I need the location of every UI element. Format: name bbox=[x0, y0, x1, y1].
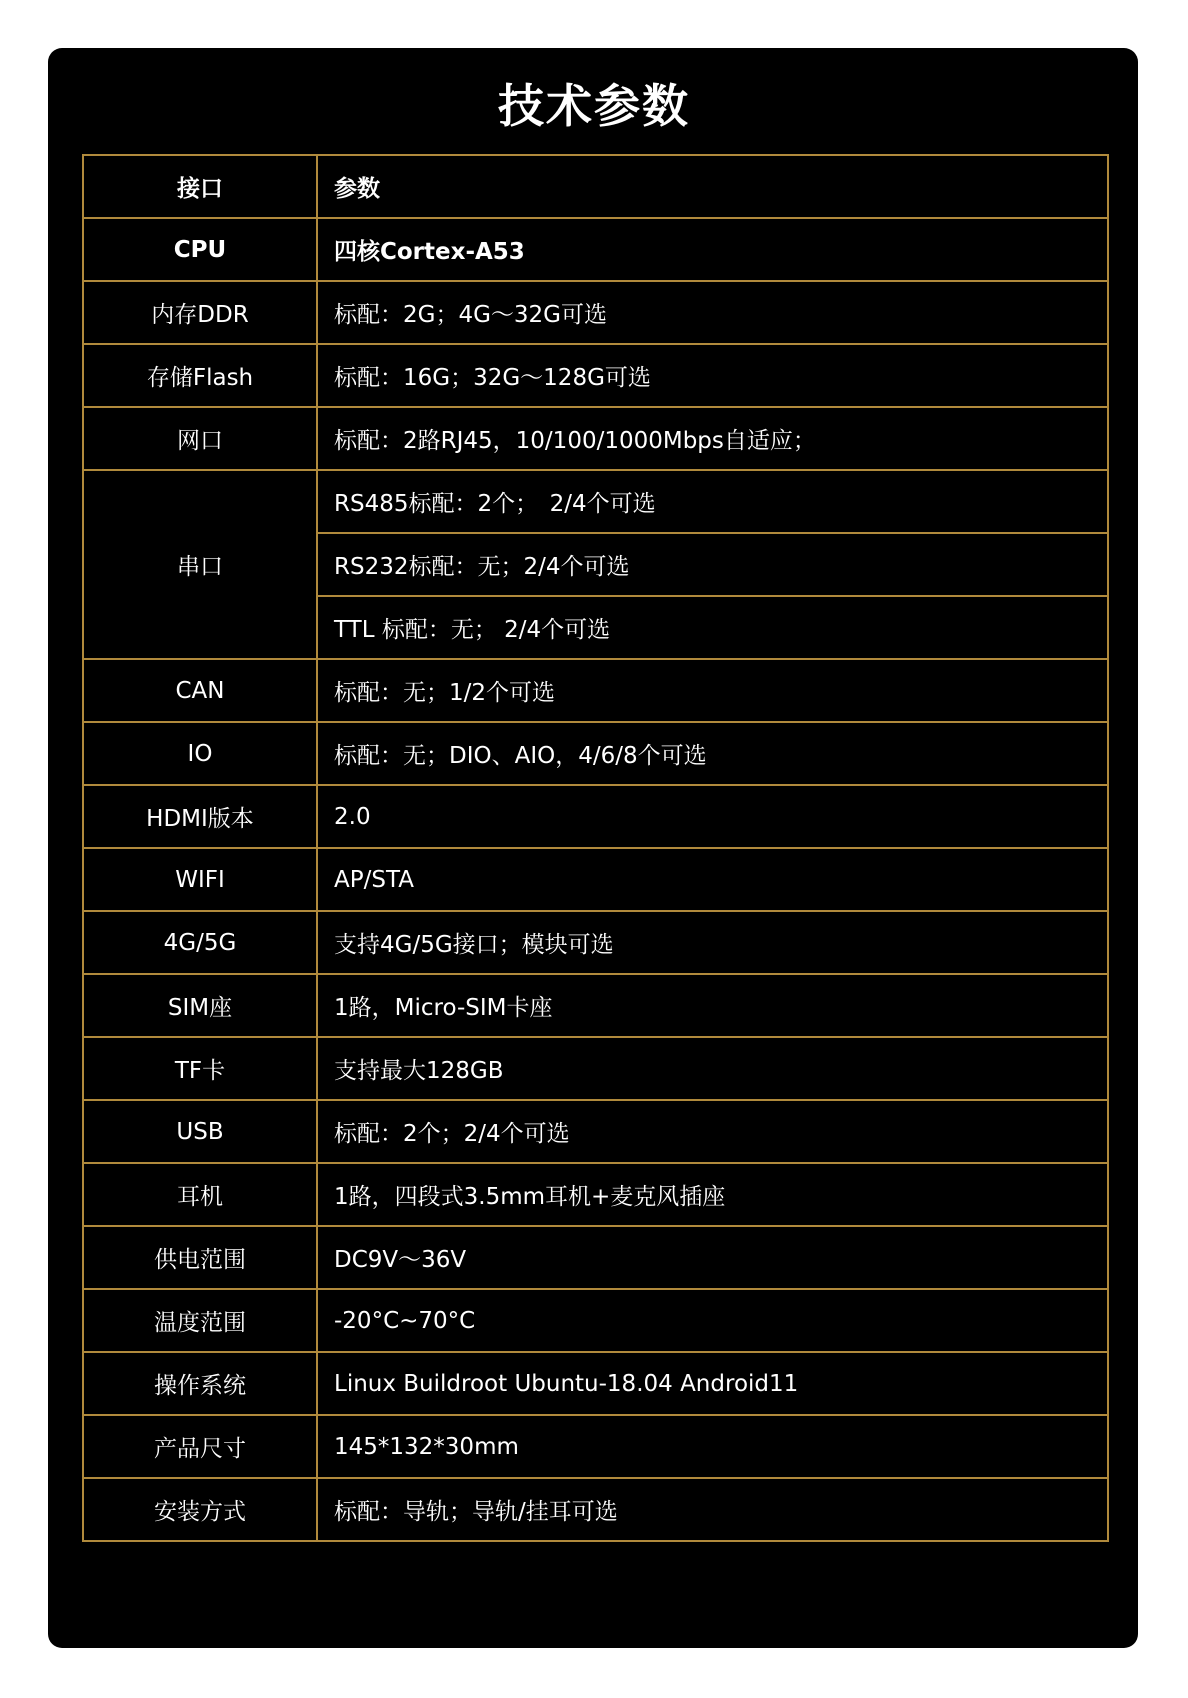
row-key: 供电范围 bbox=[83, 1226, 317, 1289]
row-key: 耳机 bbox=[83, 1163, 317, 1226]
row-key: 温度范围 bbox=[83, 1289, 317, 1352]
table-header-row bbox=[83, 155, 1108, 218]
table-row bbox=[83, 281, 1108, 344]
row-value: Linux Buildroot Ubuntu-18.04 Android11 bbox=[317, 1352, 1108, 1415]
table-row bbox=[83, 1163, 1108, 1226]
row-key: SIM座 bbox=[83, 974, 317, 1037]
row-value: -20°C~70°C bbox=[317, 1289, 1108, 1352]
table-row-serial bbox=[83, 470, 1108, 533]
table-row bbox=[83, 1226, 1108, 1289]
table-row bbox=[83, 407, 1108, 470]
row-value: 标配：2路RJ45，10/100/1000Mbps自适应； bbox=[317, 407, 1108, 470]
table-row bbox=[83, 1037, 1108, 1100]
row-value: RS232标配：无；2/4个可选 bbox=[317, 533, 1108, 596]
row-key: 内存DDR bbox=[83, 281, 317, 344]
spec-table bbox=[82, 154, 1109, 1542]
row-key: USB bbox=[83, 1100, 317, 1163]
row-value: 标配：16G；32G～128G可选 bbox=[317, 344, 1108, 407]
row-key: 网口 bbox=[83, 407, 317, 470]
table-row bbox=[83, 344, 1108, 407]
row-value: 2.0 bbox=[317, 785, 1108, 848]
row-value: 四核Cortex-A53 bbox=[317, 218, 1108, 281]
row-value: DC9V～36V bbox=[317, 1226, 1108, 1289]
table-row bbox=[83, 1478, 1108, 1541]
row-key: IO bbox=[83, 722, 317, 785]
row-key: 存储Flash bbox=[83, 344, 317, 407]
row-value: 标配：导轨；导轨/挂耳可选 bbox=[317, 1478, 1108, 1541]
row-key: 安装方式 bbox=[83, 1478, 317, 1541]
table-row bbox=[83, 1289, 1108, 1352]
row-key: WIFI bbox=[83, 848, 317, 911]
row-value: 标配：2G；4G～32G可选 bbox=[317, 281, 1108, 344]
header-key-cell: 接口 bbox=[83, 155, 317, 218]
table-row bbox=[83, 659, 1108, 722]
row-key: 产品尺寸 bbox=[83, 1415, 317, 1478]
row-value: 1路，四段式3.5mm耳机+麦克风插座 bbox=[317, 1163, 1108, 1226]
row-key: TF卡 bbox=[83, 1037, 317, 1100]
row-key: CAN bbox=[83, 659, 317, 722]
table-row bbox=[83, 785, 1108, 848]
row-key: 4G/5G bbox=[83, 911, 317, 974]
table-row bbox=[83, 722, 1108, 785]
table-row bbox=[83, 1100, 1108, 1163]
row-value: 标配：无；1/2个可选 bbox=[317, 659, 1108, 722]
row-value: 1路，Micro-SIM卡座 bbox=[317, 974, 1108, 1037]
row-value: RS485标配：2个； 2/4个可选 bbox=[317, 470, 1108, 533]
header-value-cell: 参数 bbox=[317, 155, 1108, 218]
row-value: 支持最大128GB bbox=[317, 1037, 1108, 1100]
table-row bbox=[83, 848, 1108, 911]
row-value: 标配：无；DIO、AIO，4/6/8个可选 bbox=[317, 722, 1108, 785]
row-value: 支持4G/5G接口；模块可选 bbox=[317, 911, 1108, 974]
row-value: AP/STA bbox=[317, 848, 1108, 911]
row-value: 145*132*30mm bbox=[317, 1415, 1108, 1478]
row-key: 操作系统 bbox=[83, 1352, 317, 1415]
table-row bbox=[83, 1415, 1108, 1478]
row-value: TTL 标配：无； 2/4个可选 bbox=[317, 596, 1108, 659]
row-key: 串口 bbox=[83, 470, 317, 659]
row-value: 标配：2个；2/4个可选 bbox=[317, 1100, 1108, 1163]
row-key: HDMI版本 bbox=[83, 785, 317, 848]
page-title: 技术参数 bbox=[498, 79, 690, 133]
table-row bbox=[83, 911, 1108, 974]
table-row bbox=[83, 1352, 1108, 1415]
row-key: CPU bbox=[83, 218, 317, 281]
table-row-cpu bbox=[83, 218, 1108, 281]
table-row bbox=[83, 974, 1108, 1037]
